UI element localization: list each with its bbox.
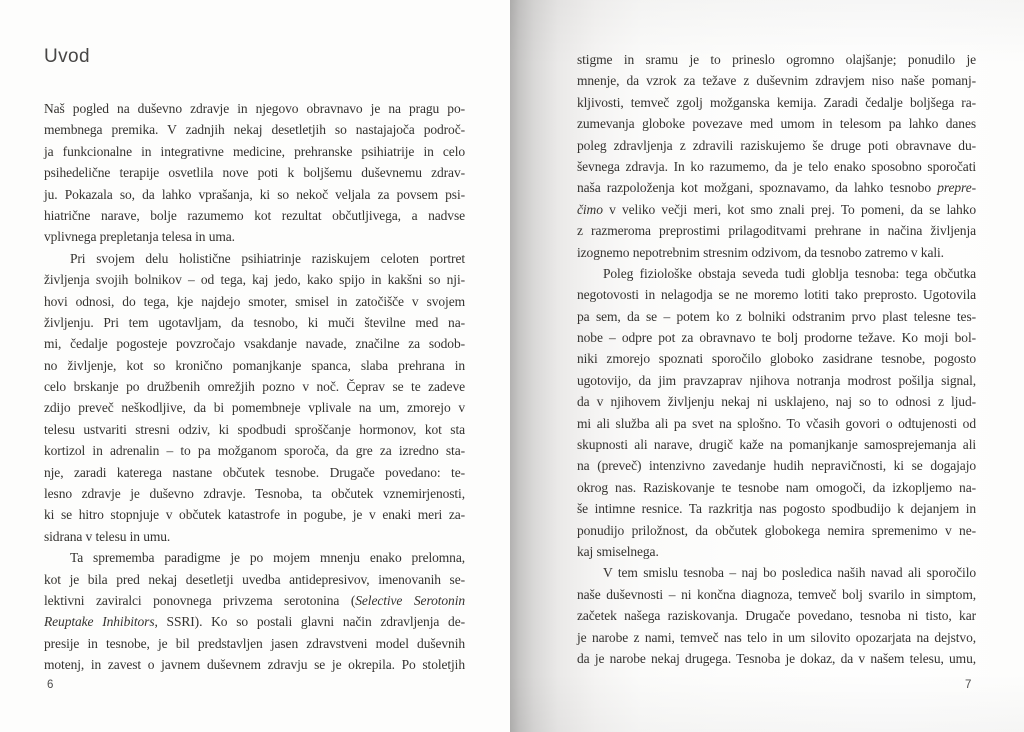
text-line: ševnega zdravja. In ko razumemo, da je telo enako sposobno sporočati xyxy=(577,158,976,174)
text-line: ja funkcionalne in integrativne medicine, prehranske psihiatrije in celo xyxy=(44,143,465,159)
text-line: mi ali služba ali pa svet na splošno. To včasih govori o odtujenosti od xyxy=(577,415,976,431)
text-line: z razmeroma preprostimi prilagoditvami prehrane in načina življenja xyxy=(577,223,976,239)
text-line: zumevanja globoke povezave med umom in telesom pa lahko danes xyxy=(577,116,976,132)
text-line: V tem smislu tesnoba – naj bo posledica naših navad ali sporočilo xyxy=(603,565,976,581)
text-line: lektivni zaviralci ponovnega privzema serotonina (Selective Serotonin xyxy=(44,592,465,608)
text-line: kljivosti, temveč zgolj možganska kemija. Zaradi čedalje boljšega ra- xyxy=(577,94,976,110)
text-line: skupnosti ali narave, drugič kaže na pomanjkanje samosprejemanja ali xyxy=(577,437,976,453)
text-line: naša razpoloženja kot možgani, spoznavamo, da lahko tesnobo prepre- xyxy=(577,180,976,196)
text-line: hiatrične narave, bolje razumemo kot rezultat občutljivega, a nadvse xyxy=(44,207,465,223)
text-line: še intimne resnice. Ta razkritja nas pogosto spodbudijo k dejanjem in xyxy=(577,501,976,517)
right-page-number: 7 xyxy=(965,679,972,691)
text-line: Pri svojem delu holistične psihiatrinje raziskujem celoten portret xyxy=(70,250,465,266)
text-line: presije in tesnobe, je bil predstavljen jasen zdravstveni model duševnih xyxy=(44,635,465,651)
text-line: Ta sprememba paradigme je po mojem mnenju enako prelomna, xyxy=(70,550,465,566)
text-line: celo brskanje po družbenih omrežjih pozno v noč. Čeprav se te zadeve xyxy=(44,379,465,395)
text-line: psihedelične terapije osvetlila nove poti k boljšemu duševnemu zdrav- xyxy=(44,165,465,181)
text-line: mi, čedalje pogosteje povzročajo vsakdanje navade, značilne za sodob- xyxy=(44,336,465,352)
text-line: hovi odnosi, do tega, kje najdejo smoter, smisel in zatočišče v svojem xyxy=(44,293,465,309)
text-line: kaj smiselnega. xyxy=(577,543,659,559)
text-line: da v njihovem življenju nekaj ni usklajeno, naj so to odnosi z ljud- xyxy=(577,394,976,410)
text-line: ponudijo priložnost, da občutek globokega nemira spremenimo v ne- xyxy=(577,522,976,538)
text-line: nobe – odpre pot za obravnavo te bolj prodorne težave. Ko moji bol- xyxy=(577,330,976,346)
text-line: negotovosti in nelagodja se ne moremo lotiti tako preprosto. Ugotovila xyxy=(577,287,976,303)
text-line: Reuptake Inhibitors, SSRI). Ko so postali glavni način zdravljenja de- xyxy=(44,614,465,630)
text-line: telesu ustvariti stresni odziv, ki spodbudi sproščanje hormonov, kot sta xyxy=(44,421,465,437)
chapter-heading: Uvod xyxy=(44,46,90,67)
text-line: stigme in sramu je to prineslo ogromno olajšanje; ponudilo je xyxy=(577,52,976,67)
text-line: poleg zdravljenja z zdravili raziskujemo še druge poti obravnave du- xyxy=(577,137,976,153)
text-line: kot je bila pred nekaj desetletji uvedba antidepresivov, imenovanih se- xyxy=(44,571,465,587)
text-line: ugotovijo, da jim pravzaprav njihova notranja modrost pošilja signal, xyxy=(577,372,976,388)
text-line: zdijo preveč neškodljive, da bi pomembneje vplivale na um, zmorejo v xyxy=(44,400,465,416)
text-line: nje, zaradi katerega nastane občutek tesnobe. Drugače povedano: te- xyxy=(44,464,465,480)
text-line: življenja svojih bolnikov – od tega, kaj jedo, kako spijo in kakšni so nji- xyxy=(44,272,465,288)
text-line: začetek našega raziskovanja. Drugače povedano, tesnoba ni tisto, kar xyxy=(577,608,976,624)
text-line: je narobe z nami, temveč nas telo in um silovito opozarjata na dejstvo, xyxy=(577,629,976,645)
left-page-text xyxy=(44,98,465,676)
left-page xyxy=(0,0,510,732)
text-line: vplivnega prepletanja telesa in uma. xyxy=(44,229,235,245)
text-line: mnenje, da vzrok za težave z duševnim zdravjem niso naše pomanj- xyxy=(577,73,976,89)
text-line: ki se hitro stopnjuje v občutek katastrofe in pogube, je v enaki meri za- xyxy=(44,507,465,523)
text-line: čimo v veliko večji meri, kot smo znali prej. To pomeni, da se lahko xyxy=(577,201,976,217)
text-line: membnega premika. V zadnjih nekaj desetletjih so nastajajoča področ- xyxy=(44,122,465,138)
text-line: na (preveč) intenzivno zavedanje hudih nepravičnosti, ki se dogajajo xyxy=(577,458,976,474)
text-line: okrog nas. Raziskovanje te tesnobe nam omogoči, da izkopljemo na- xyxy=(577,479,976,495)
text-line: pa sem, da se – potem ko z bolniki odstranim prvo plast telesne tes- xyxy=(577,308,976,324)
right-page-text xyxy=(577,49,976,669)
left-page-number: 6 xyxy=(47,679,54,691)
text-line: niki zmorejo spoznati sporočilo globoko zasidrane tesnobe, pogosto xyxy=(577,351,976,367)
text-line: no življenje, kot so kronično pomanjkanje spanca, slaba prehrana in xyxy=(44,357,465,373)
text-line: ju. Pokazala so, da lahko vprašanja, ki so nekoč veljala za povsem psi- xyxy=(44,186,465,202)
text-line: motenj, in zavest o javnem duševnem zdravju se je okrepila. Po stoletjih xyxy=(44,657,465,673)
text-line: da je narobe nekaj drugega. Tesnoba je dokaz, da v našem telesu, umu, xyxy=(577,650,976,666)
text-line: sidrana v telesu in umu. xyxy=(44,528,171,544)
text-line: kortizol in adrenalin – to pa možganom sporoča, da gre za izredno sta- xyxy=(44,443,465,459)
text-line: Poleg fiziološke obstaja seveda tudi globlja tesnoba: tega občutka xyxy=(603,265,976,281)
text-line: naše duševnosti – ni končna diagnoza, temveč bolj svarilo in simptom, xyxy=(577,586,976,602)
right-page xyxy=(510,0,1024,732)
text-line: življenju. Pri tem ugotavljam, da tesnobo, ki muči številne med na- xyxy=(44,314,465,330)
text-line: lesno zdravje je duševno zdravje. Tesnoba, ta občutek vznemirjenosti, xyxy=(44,486,465,502)
text-line: Naš pogled na duševno zdravje in njegovo obravnavo je na pragu po- xyxy=(44,101,465,116)
text-line: izognemo nepotrebnim stresnim odzivom, da tesnobo zatremo v kali. xyxy=(577,244,944,260)
